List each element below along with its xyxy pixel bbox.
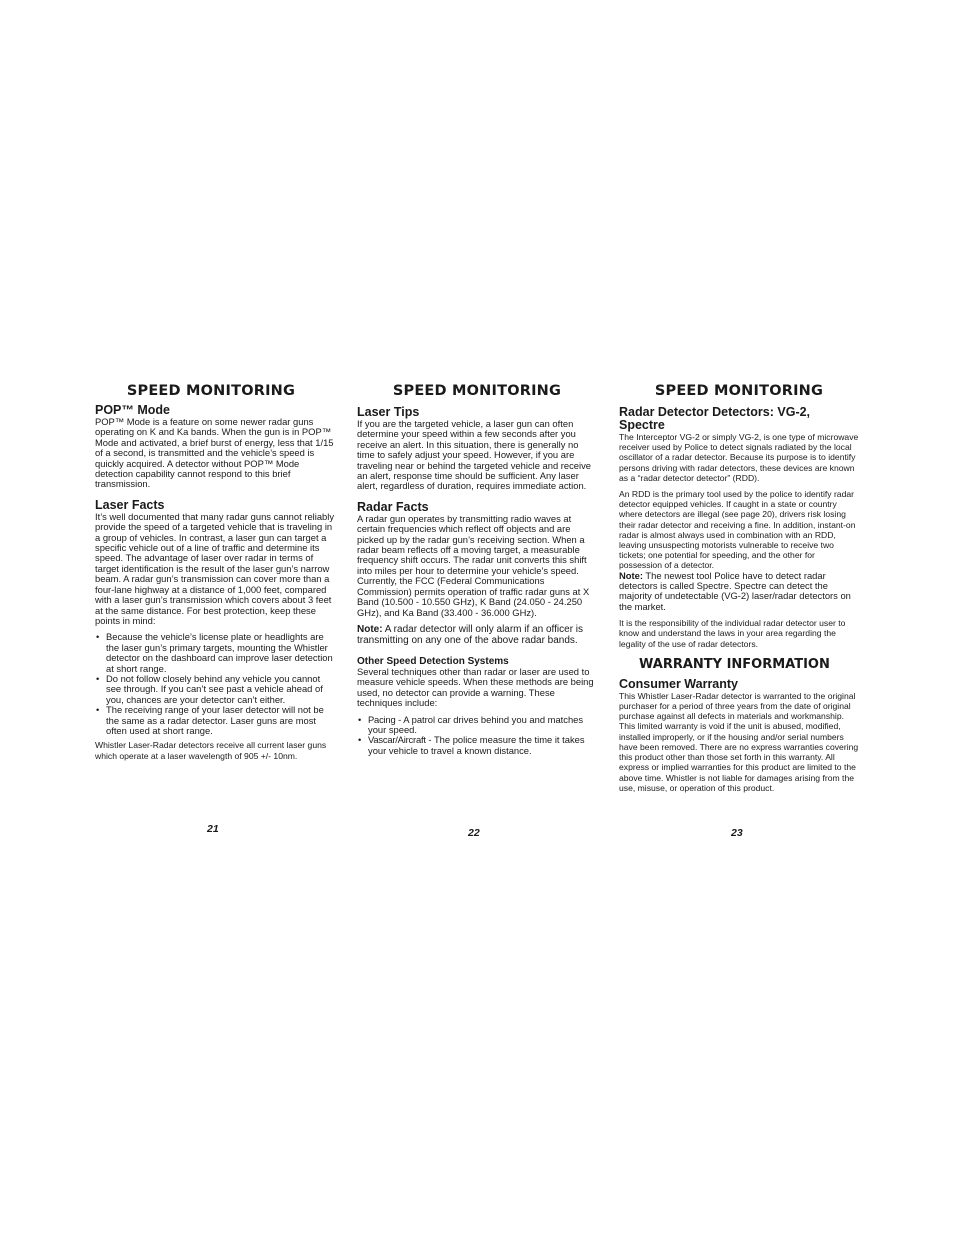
list-item: • The receiving range of your laser detector will not be the same as a radar detector. Laser guns are most often used at short range.: [95, 705, 335, 736]
list-item: [357, 735, 597, 756]
other-systems-text: Several techniques other than radar or laser are used to measure vehicle speeds. When these methods are being used, no detector can provide a warning. These techniques include:: [357, 665, 594, 709]
bullet-text: - The police measure the time it takes your vehicle to travel a known distance.: [368, 734, 585, 756]
list-item: • Do not follow closely behind any vehicle you cannot see through. If you can’t see past a vehicle ahead of you, chances are your detector can’t either.: [95, 674, 335, 705]
bullet-term: Pacing: [368, 713, 396, 725]
pop-mode-text: POP™ Mode is a feature on some newer radar guns operating on K and Ka bands. When the gun is in POP™ Mode and activated, a brief burst of energy, less that 1/15 of a second, is transmitted and the vehicle’s speed is quickly acquired. A detector without POP™ Mode detection capability cannot respond to this brief transmission.: [95, 416, 334, 490]
page-23-heading: SPEED MONITORING: [654, 383, 824, 399]
laser-wavelength-text: Whistler Laser-Radar detectors receive all current laser guns which operate at a laser wavelength of 905 +/- 10nm.: [95, 740, 327, 761]
radar-facts-title: Radar Facts: [357, 499, 429, 514]
note-label: Note:: [619, 569, 643, 581]
rdd-text-1: The Interceptor VG-2 or simply VG-2, is one type of microwave receiver used by Police to detect signals radiated by the local oscillator of a radar detector. Because its purpose is to identify persons driving with radar detectors, these devices are known as a “radar detector detector” (RDD).: [619, 432, 859, 483]
consumer-warranty-text: This Whistler Laser-Radar detector is warranted to the original purchaser for a period of three years from the date of original purchase against all defects in materials and workmanship. This limited warranty is void if the unit is abused, modified, installed improperly, or if the housing and/or serial numbers have been removed. There are no express warranties covering this product other than those set forth in this warranty. All express or implied warranties for this product are limited to the above time. Whistler is not liable for damages arising from the use, misuse, or operation of this product.: [619, 690, 859, 793]
rdd-text-3: It is the responsibility of the individual radar detector user to know and understand the laws in your area regarding the legality of the use of radar detectors.: [619, 618, 846, 649]
list-item: [357, 715, 597, 736]
bullet-text: - A patrol car drives behind you and matches your speed.: [368, 713, 584, 735]
page-22-column: [357, 380, 597, 760]
consumer-warranty-title: Consumer Warranty: [619, 676, 739, 691]
laser-tips-title: Laser Tips: [357, 405, 420, 419]
page-number-22: 22: [468, 827, 480, 839]
radar-note: [357, 624, 597, 646]
rdd-title: Radar Detector Detectors: VG-2, Spectre: [619, 405, 811, 432]
list-item: • Because the vehicle’s license plate or headlights are the laser gun’s primary targets, mounting the Whistler detector on the dashboard can improve laser detection at short range.: [95, 632, 335, 674]
radar-facts-text: A radar gun operates by transmitting radio waves at certain frequencies which reflect off objects and are picked up by the radar gun’s receiving section. When a radar beam reflects off a moving target, a measurable frequency shift occurs. The radar unit converts this shift into miles per hour to determine your vehicle’s speed. Currently, the FCC (Federal Communications Commission) permits operation of traffic radar guns at X Band (10.500 - 10.550 GHz), K Band (24.050 - 24.250 GHz), and Ka Band (33.400 - 36.000 GHz).: [357, 512, 590, 618]
page-number-21: 21: [207, 823, 219, 835]
spectre-note: [619, 571, 859, 613]
rdd-text-2: An RDD is the primary tool used by the police to identify radar detector equipped vehicles. If caught in a state or country where detectors are illegal (see page 20), drivers risk losing their radar detector and receiving a fine. In addition, instant-on radar is almost always used in combination with an RDD, leaving unsuspecting motorists vulnerable to receive two tickets; one potential for speeding, and the other for possession of a detector.: [619, 489, 856, 571]
note-text: A radar detector will only alarm if an officer is transmitting on any one of the above radar bands.: [357, 623, 584, 646]
note-text: The newest tool Police have to detect radar detectors is called Spectre. Spectre can detect the majority of undetectable (VG-2) laser/radar detectors on the market.: [619, 569, 851, 612]
bullet-term: Vascar/Aircraft: [368, 734, 426, 746]
laser-tips-text: If you are the targeted vehicle, a laser gun can often determine your speed within a few seconds after you receive an alert. In this situation, there is generally no time to safely adjust your speed. However, if you are traveling near or behind the targeted vehicle and receive an alert, response time should be sufficient. Any laser alert, regardless of duration, requires immediate action.: [357, 418, 592, 492]
other-systems-title: Other Speed Detection Systems: [357, 655, 509, 667]
page-21-column: [95, 380, 335, 761]
page-number-23: 23: [731, 827, 743, 839]
warranty-heading: WARRANTY INFORMATION: [639, 656, 830, 672]
other-systems-bullets: [357, 715, 597, 757]
page-23-column: [619, 380, 859, 793]
page-21-heading: SPEED MONITORING: [126, 383, 296, 399]
pop-mode-title: POP™ Mode: [95, 403, 171, 417]
laser-facts-bullets: [95, 632, 335, 736]
laser-facts-text: It’s well documented that many radar guns cannot reliably provide the speed of a targeted vehicle that is traveling in a group of vehicles. In contrast, a laser gun can target a specific vehicle out of a line of traffic and determine its speed. The advantage of laser over radar in terms of target identification is the result of the laser gun’s narrow beam. A radar gun’s transmission can cover more than a four-lane highway at a distance of 1,000 feet, compared with a laser gun’s transmission which covers about 3 feet at the same distance. For best protection, keep these points in mind:: [95, 510, 335, 626]
laser-facts-title: Laser Facts: [95, 497, 165, 512]
page-22-heading: SPEED MONITORING: [392, 383, 562, 399]
note-label: Note:: [357, 623, 383, 635]
